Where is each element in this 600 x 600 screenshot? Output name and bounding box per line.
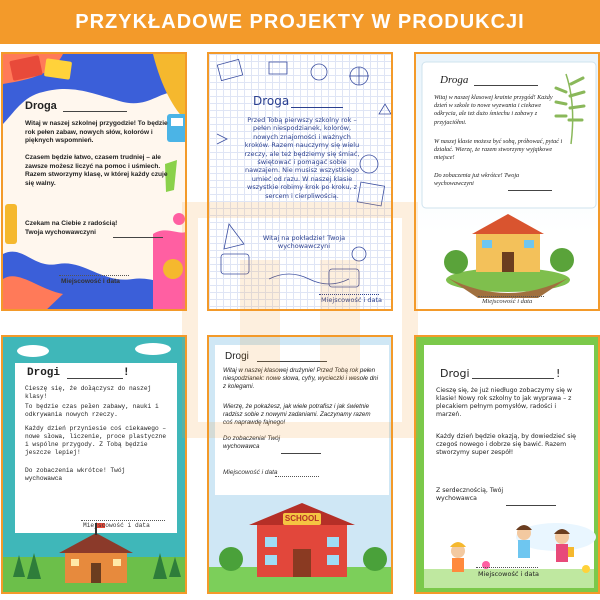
project-card-6[interactable] (414, 335, 600, 594)
card-1-paragraph-2: Czasem będzie łatwo, czasem trudniej – ale zawsze możesz liczyć na pomoc i uśmiech. Razem stworzymy klasę, w której każdy czuje się walny. (25, 154, 168, 187)
card-3-paragraph-2: W naszej klasie możesz być sobą, próbować, pytać i działać. Wierzę, że razem stworzymy wyjątkowe miejsce! (434, 138, 563, 162)
school-sign-label: SCHOOL (284, 514, 320, 523)
card-4-paragraph-2: To będzie czas pełen zabawy, nauki i odkrywania nowych rzeczy. (25, 403, 159, 418)
card-3-greeting: Droga (440, 74, 469, 86)
card-5-place-date: Miejscowość i data (223, 469, 278, 476)
card-1-paragraph-1: Witaj w naszej szkolnej przygodzie! To będzie rok pełen zabaw, nowych słów, kolorów i pięknych wspomnień. (25, 120, 168, 144)
card-4-place-date: Miejscowość i data (83, 522, 150, 529)
card-3-sign-line[interactable] (508, 190, 552, 191)
card-3-date-line[interactable] (478, 296, 544, 297)
header-banner (0, 0, 600, 44)
card-3-paragraph-1: Witaj w naszej klasowej krainie przygód! Każdy dzień w szkole to nowe wyzwania i ciekawe odkrycia, ale też dużo śmiechu i zabawy z przyjaciółmi. (434, 94, 553, 126)
card-2-name-line[interactable] (291, 107, 343, 108)
card-6-sign-line[interactable] (506, 505, 556, 506)
page-title: PRZYKŁADOWE PROJEKTY W PRODUKCJI (75, 10, 525, 33)
card-5-paragraph-2: Wierzę, że pokażesz, jak wiele potrafisz i jak świetnie radzisz sobie z nowymi zadaniami. Zaczynamy razem coś naprawdę fajnego! (223, 403, 371, 426)
card-2-date-line[interactable] (319, 294, 379, 295)
card-5-paragraph-1: Witaj w naszej klasowej drużynie! Przed Tobą rok pełen niespodzianek: nowe słowa, cyfry, wycieczki i wesołe dni z kolegami. (223, 367, 378, 390)
card-5-sign-line[interactable] (281, 453, 321, 454)
project-card-2[interactable] (207, 52, 393, 311)
card-6-signature: Z serdecznością, Twój wychowawca (436, 487, 504, 502)
card-4-date-line[interactable] (81, 520, 165, 521)
card-6-paragraph-1: Cieszę się, że już niedługo zobaczymy się w klasie! Nowy rok szkolny to jak wyprawa – z plecakiem pełnym pomysłów, radości i marzeń. (436, 387, 572, 418)
card-6-date-line[interactable] (476, 567, 538, 568)
card-1-place-date: Miejscowość i data (61, 278, 120, 285)
card-1-greeting: Droga (25, 100, 57, 112)
project-card-4[interactable] (1, 335, 187, 594)
card-1-sign-line[interactable] (113, 237, 163, 238)
card-1-date-line[interactable] (59, 275, 129, 276)
card-1-signature: Czekam na Ciebie z radością! Twoja wychowawczyni (25, 220, 118, 236)
card-1-name-line[interactable] (63, 111, 127, 112)
card-5-signature: Do zobaczenia! Twój wychowawca (223, 435, 280, 450)
card-4-paragraph-3: Każdy dzień przyniesie coś ciekawego – nowe słowa, liczenie, proce plastyczne i wspólne przygody. Z Tobą będzie jeszcze lepiej! (25, 425, 167, 456)
card-4-signature: Do zobaczenia wkrótce! Twój wychowawca (25, 467, 126, 482)
card-6-paragraph-2: Każdy dzień będzie okazją, by dowiedzieć się czegoś nowego i dobrze się bawić. Razem stworzymy super zespół! (436, 433, 576, 456)
card-5-greeting: Drogi (225, 351, 249, 362)
card-6-name-line[interactable] (472, 378, 554, 379)
project-card-3[interactable] (414, 52, 600, 311)
project-card-1[interactable] (1, 52, 187, 311)
card-4-greeting: Drogi (27, 367, 61, 379)
card-2-signature: Witaj na pokładzie! Twoja wychowawczyni (262, 234, 346, 251)
card-4-name-line[interactable] (67, 378, 123, 379)
card-4-exclamation: ! (123, 367, 130, 379)
card-6-exclamation: ! (556, 367, 561, 380)
card-3-signature: Do zobaczenia już wkrótce! Twoja wychowawczyni (434, 172, 520, 188)
card-6-place-date: Miejscowość i data (478, 570, 539, 578)
card-2-body: Przed Tobą pierwszy szkolny rok – pełen niespodzianek, kolorów, nowych znajomości i ważnych kroków. Razem nauczymy się wielu rzeczy, ale też będziemy się śmiać, świętować i pomagać sobie nawzajem. Nie musisz wszystkiego umieć od razu. W naszej klasie wszystkie robimy krok po kroku, z sercem i cierpliwością. (244, 116, 360, 200)
card-6-greeting: Drogi (440, 367, 470, 380)
card-5-date-line[interactable] (275, 476, 319, 477)
card-3-place-date: Miejscowość i data (482, 298, 533, 305)
card-2-greeting: Droga (253, 94, 290, 108)
card-5-name-line[interactable] (257, 361, 327, 362)
project-card-5[interactable] (207, 335, 393, 594)
card-2-place-date: Miejscowość i data (321, 296, 382, 304)
card-4-paragraph-1: Cieszę się, że dołączysz do naszej klasy! (25, 385, 152, 400)
card-3-name-line[interactable] (474, 85, 538, 86)
